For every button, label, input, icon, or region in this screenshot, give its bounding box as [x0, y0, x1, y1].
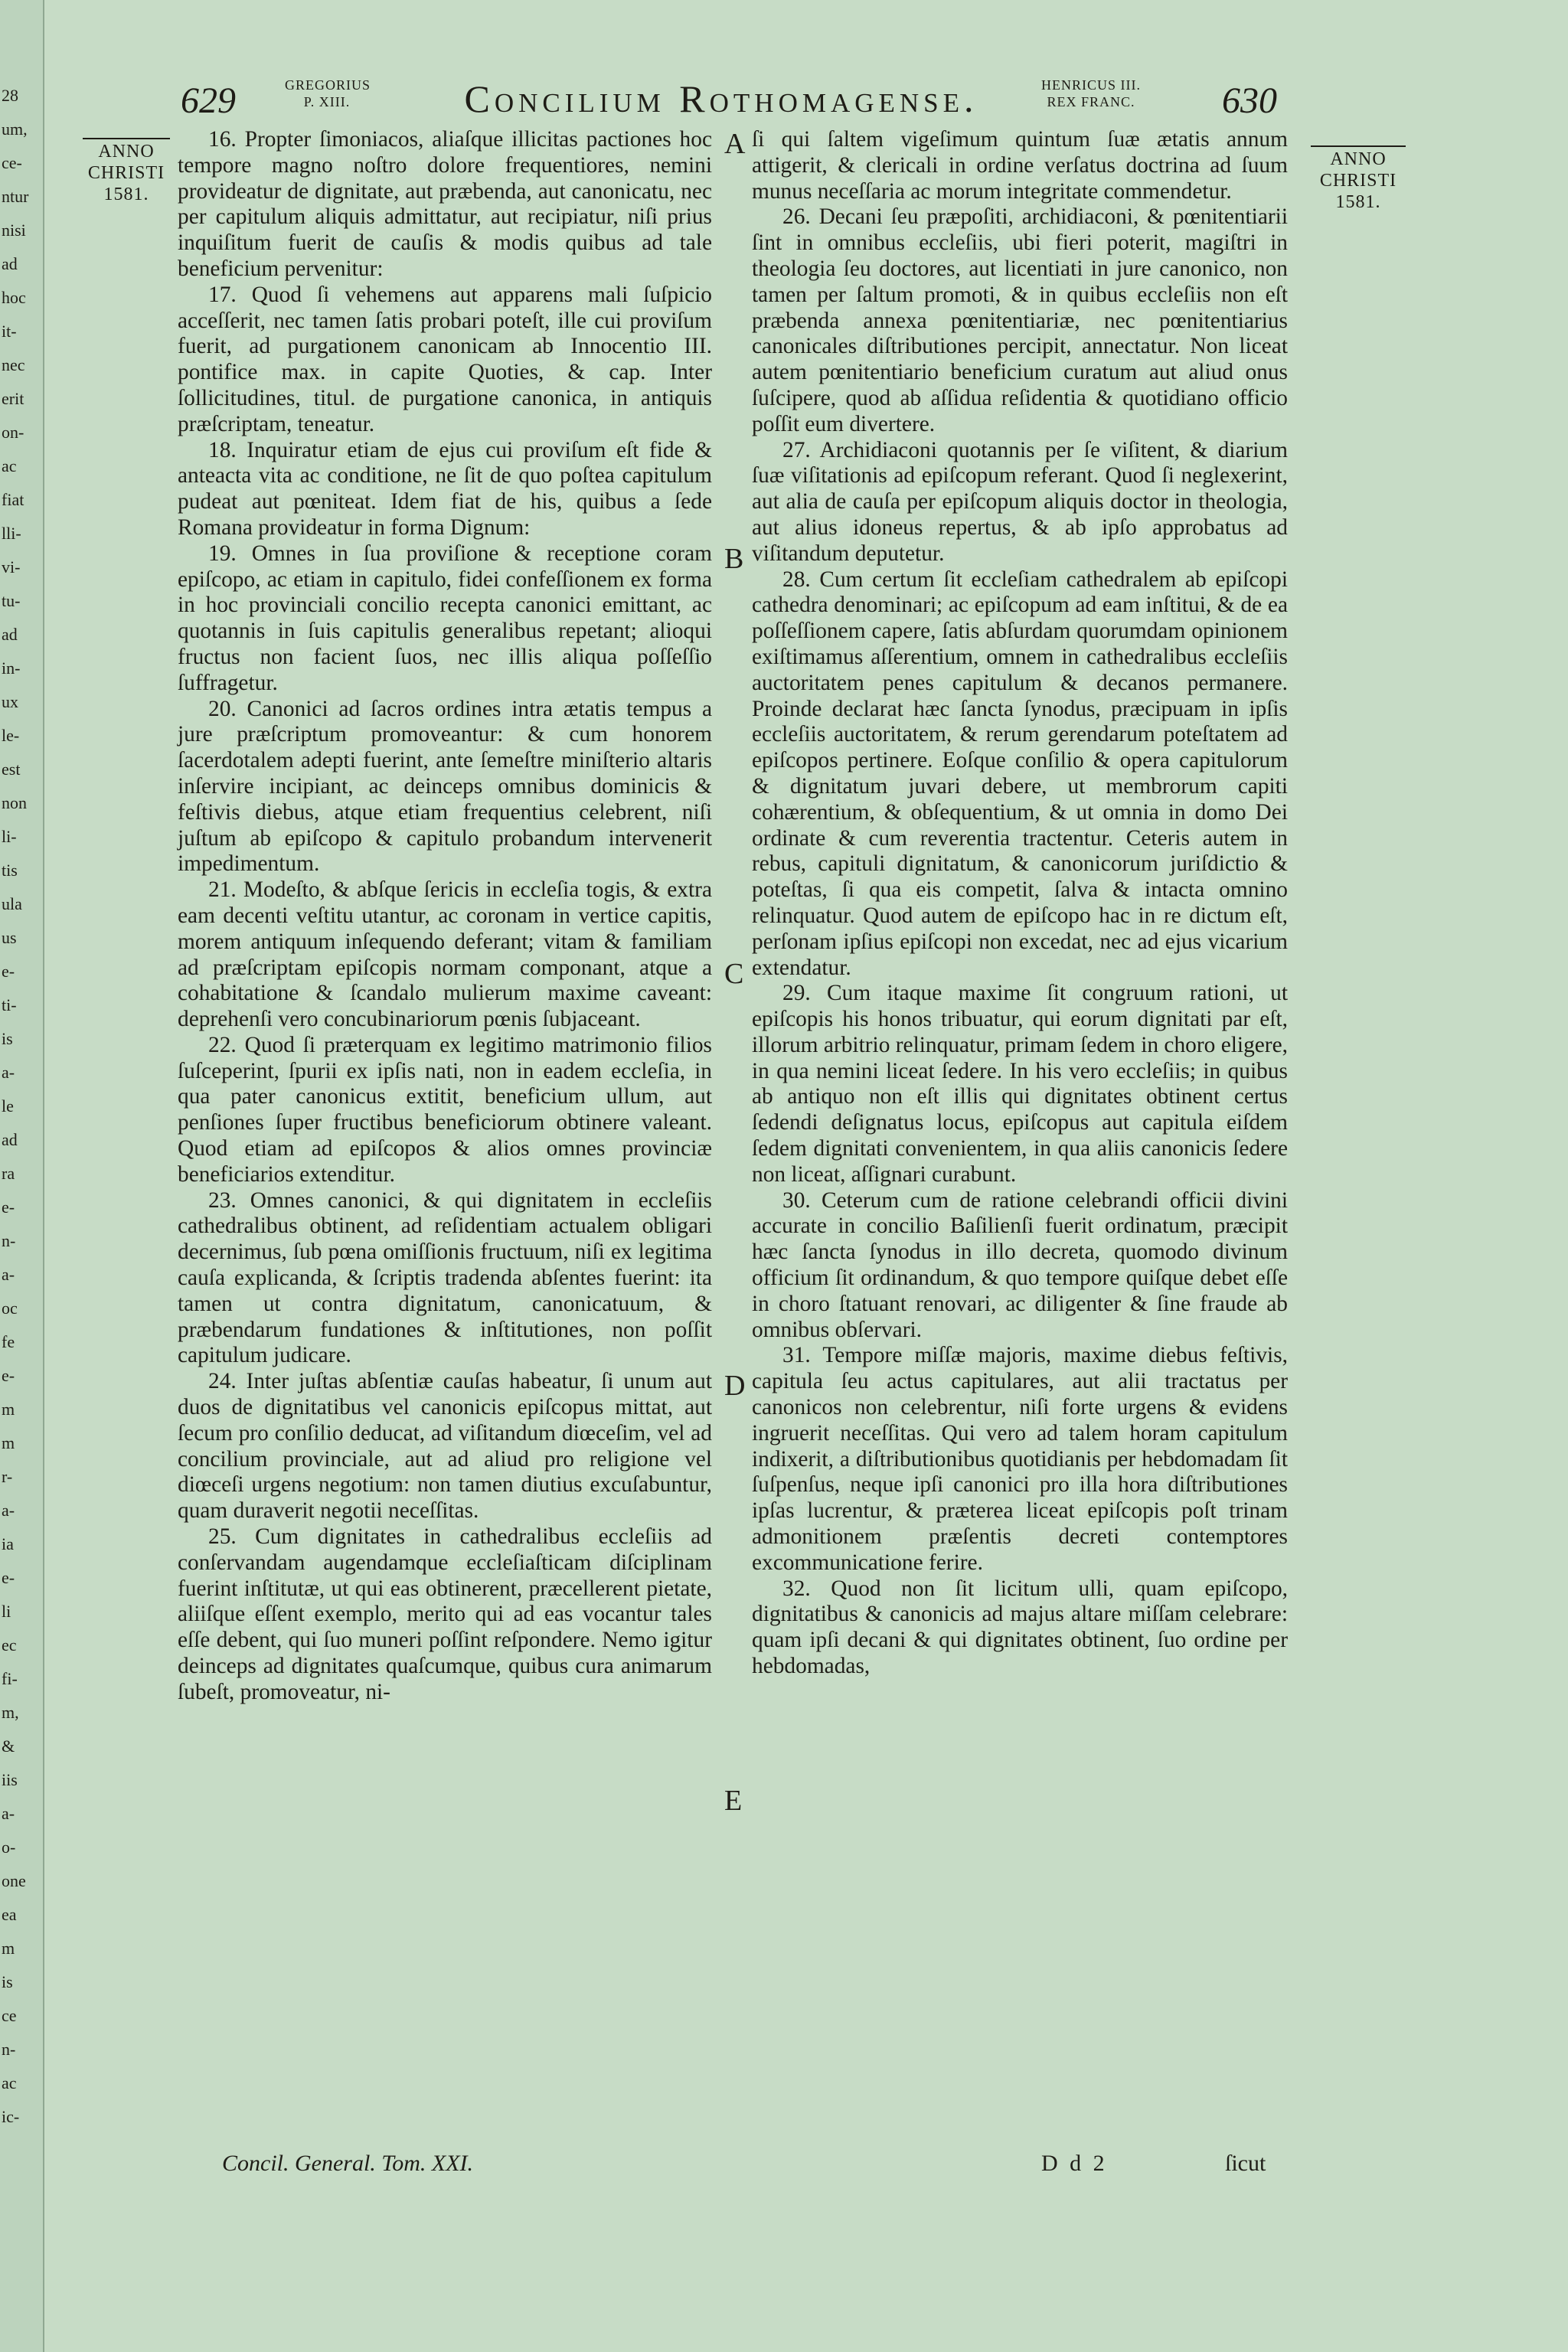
- page-number-left: 629: [181, 80, 236, 121]
- gutter-fragment: o-: [2, 1838, 16, 1857]
- gutter-fragment: li: [2, 1602, 11, 1621]
- paragraph: 19. Omnes in ſua proviſione & receptione coram epiſcopo, ac etiam in capitulo, fidei confeſſionem ex forma in hoc provinciali concilio recepta canonici emittant, ac quotannis in ſuis capitulis generalibus repetant; alioqui fructus non facient ſuos, nec illis aliqua poſſeſſio ſuffragetur.: [178, 541, 712, 695]
- right-text-column: [752, 127, 1288, 1680]
- running-head-left: [285, 77, 369, 110]
- gutter-fragment: fi-: [2, 1669, 18, 1688]
- page-number-right: 630: [1222, 80, 1277, 121]
- gutter-fragment: e-: [2, 1568, 15, 1587]
- gutter-fragment: ad: [2, 254, 18, 273]
- previous-page-gutter: [0, 0, 44, 2352]
- margin-note-left: [83, 138, 170, 205]
- gutter-fragment: nec: [2, 355, 25, 374]
- gutter-fragment: fiat: [2, 490, 24, 509]
- footer-catchword: ſicut: [1225, 2151, 1266, 2176]
- gutter-fragment: a-: [2, 1501, 15, 1520]
- paragraph: 17. Quod ſi vehemens aut apparens mali ſuſpicio acceſſerit, nec tamen ſatis probari poteſt, ille cui proviſum fuerit, ad purgationem canonicam ab Innocentio III. pontifice max. in capite Quoties, & cap. Inter ſollicitudines, titul. de purgatione canonica, in antiquis præſcriptam, teneatur.: [178, 282, 712, 436]
- page-title: Concilium Rothomagense.: [464, 77, 978, 120]
- gutter-fragment: a-: [2, 1265, 15, 1284]
- gutter-fragment: is: [2, 1972, 13, 1991]
- paragraph: 32. Quod non ſit licitum ulli, quam epiſcopo, dignitatibus & canonicis ad majus altare miſſam celebrare: quam ipſi decani & qui dignitates obtinent, ſuo ordine per hebdomadas,: [752, 1576, 1288, 1679]
- gutter-fragment: ce-: [2, 153, 22, 172]
- gutter-fragment: &: [2, 1736, 15, 1756]
- gutter-fragment: nisi: [2, 220, 26, 240]
- gutter-fragment: one: [2, 1871, 26, 1890]
- running-head-right-line2: REX FRANC.: [1047, 94, 1135, 109]
- gutter-fragment: m: [2, 1433, 15, 1452]
- gutter-fragment: ula: [2, 894, 22, 913]
- gutter-fragment: e-: [2, 1366, 15, 1385]
- gutter-fragment: le-: [2, 726, 20, 745]
- gutter-fragment: ac: [2, 456, 17, 475]
- gutter-fragment: e-: [2, 1197, 15, 1217]
- gutter-fragment: ntur: [2, 187, 29, 206]
- margin-note-right-line3: 1581.: [1335, 192, 1381, 212]
- paragraph: 23. Omnes canonici, & qui dignitatem in eccleſiis cathedralibus obtinent, ad reſidentiam actualem obligari decernimus, ſub pœna omiſſionis fructuum, niſi ex legitima cauſa explicanda, & ſcriptis tradenda abſentes fuerint: ita tamen ut contra dignitatum, canonicatuum, & præbendarum fundationes & inſtitutiones, non poſſit capitulum judicare.: [178, 1187, 712, 1368]
- gutter-fragment: ac: [2, 2073, 17, 2092]
- paragraph: 24. Inter juſtas abſentiæ cauſas habeatur, ſi unum aut duos de dignitatibus vel canonicis epiſcopus mittat, aut ſecum pro conſilio deducat, ad viſitandum diœceſim, vel ad concilium provinciale, aut ad aliud pro religione vel diœceſi urgens negotium: non tamen diutius excuſabuntur, quam duraverit negotii neceſſitas.: [178, 1369, 712, 1524]
- running-head-right-line1: HENRICUS III.: [1041, 77, 1141, 93]
- paragraph: 25. Cum dignitates in cathedralibus eccleſiis ad conſervandam augendamque eccleſiaſticam diſciplinam fuerint inſtitutæ, ut qui eas obtinerent, præcellerent pietate, aliiſque eſſent exemplo, merito qui ad eas vocantur tales eſſe debent, qui ſuo muneri poſſint reſpondere. Nemo igitur deinceps ad dignitates quaſcumque, quibus cura animarum ſubeſt, promoveatur, ni-: [178, 1524, 712, 1704]
- paragraph: 29. Cum itaque maxime ſit congruum rationi, ut epiſcopis his honos tribuatur, qui eorum dignitati par eſt, illorum arbitrio relinquatur, primam ſedem in choro eligere, in qua nemini liceat ſedere. In his vero eccleſiis; in quibus ab antiquo non eſt illis qui dignitates obtinent certus ſedendi deſignatus locus, epiſcopus aut capitula eiſdem ſedem dignitati convenientem, in qua aliis canonicis ſedere non liceat, aſſignari curabunt.: [752, 981, 1288, 1187]
- gutter-fragment: ux: [2, 692, 18, 711]
- paragraph: 20. Canonici ad ſacros ordines intra ætatis tempus a jure præſcriptum promoveantur: & cum honorem ſacerdotalem adepti fuerint, ante ſemeſtre miniſterio altaris inſervire incipiant, ac deinceps omnibus dominicis & feſtivis diebus, atque etiam frequentius celebrent, niſi juſtum ab epiſcopo & capitulo probandum intervenerit impedimentum.: [178, 696, 712, 877]
- gutter-fragment: ce: [2, 2006, 17, 2025]
- gutter-fragment: ia: [2, 1534, 14, 1553]
- gutter-fragment: in-: [2, 658, 21, 678]
- section-marker-c: C: [724, 958, 744, 990]
- gutter-fragment: tu-: [2, 591, 21, 610]
- margin-note-right: [1311, 145, 1406, 213]
- paragraph: 28. Cum certum ſit eccleſiam cathedralem ab epiſcopi cathedra denominari; ac epiſcopum ad eam inſtitui, & de ea poſſeſſionem capere, ſatis abſurdam quorumdam opinionem exiſtimamus aſſerentium, omnem in cathedralibus eccleſiis auctoritatem penes capitulum & decanos permanere. Proinde declarat hæc ſancta ſynodus, præcipuam in ipſis eccleſiis auctoritatem, & rerum gerendarum poteſtatem ad epiſcopos pertinere. Eoſque conſilio & opera capitulorum & dignitatum juvari debere, ut membrorum capiti cohærentium, & obſequentium, & ut omnia in domo Dei ordinate & cum reverentia tractentur. Ceteris autem in rebus, capituli dignitatum, & canonicorum juriſdictio & poteſtas, ſi qua eis competit, ſalva & intacta omnino relinquatur. Quod autem de epiſcopo hac in re dictum eſt, perſonam ipſius epiſcopi non excedat, nec ad ejus vicarium extendatur.: [752, 567, 1288, 980]
- gutter-fragment: ec: [2, 1635, 17, 1655]
- gutter-fragment: li-: [2, 827, 17, 846]
- gutter-fragment: erit: [2, 389, 24, 408]
- paragraph: 18. Inquiratur etiam de ejus cui proviſum eſt fide & anteacta vita ac conditione, ne ſit de quo poſtea capitulum pudeat aut pœniteat. Idem fiat de his, quibus a ſede Romana provideatur in forma Dignum:: [178, 437, 712, 540]
- footer-volume: Concil. General. Tom. XXI.: [222, 2151, 474, 2176]
- gutter-fragment: e-: [2, 962, 15, 981]
- margin-note-left-line2: CHRISTI: [87, 163, 165, 183]
- gutter-fragment: oc: [2, 1298, 18, 1318]
- paragraph: 27. Archidiaconi quotannis per ſe viſitent, & diarium ſuæ viſitationis ad epiſcopum referant. Quod ſi neglexerint, aut alia de cauſa per epiſcopum aliquis doctor in theologia, aut alius idoneus repertus, & ab ipſo approbatus ad viſitandum deputetur.: [752, 437, 1288, 566]
- margin-note-left-line3: 1581.: [103, 185, 149, 204]
- paragraph: ſi qui ſaltem vigeſimum quintum ſuæ ætatis annum attigerit, & clericali in ordine verſatus doctrina ad ſuum munus neceſſaria ac morum integritate commendetur.: [752, 127, 1288, 204]
- paragraph: 16. Propter ſimoniacos, aliaſque illicitas pactiones hoc tempore magno noſtro dolore frequentiores, nemini provideatur de dignitate, aut præbenda, aut canonicatu, nec per capitulum aliquis admittatur, aut recipiatur, niſi prius inquiſitum fuerit de cauſis & modis quibus ad tale beneficium pervenitur:: [178, 127, 712, 281]
- gutter-fragment: on-: [2, 423, 24, 442]
- gutter-fragment: r-: [2, 1467, 13, 1486]
- running-head-left-line1: GREGORIUS: [285, 77, 371, 93]
- paragraph: 21. Modeſto, & abſque ſericis in eccleſia togis, & extra eam decenti veſtitu utantur, ac coronam in vertice capitis, morem antiquum inſequendo deferant; vitam & familiam ad præſcriptam epiſcopis normam componant, atque a cohabitatione & ſcandalo mulierum maxime caveant: deprehenſi vero concubinariorum pœnis ſubjaceant.: [178, 877, 712, 1032]
- gutter-fragment: m,: [2, 1703, 19, 1722]
- gutter-fragment: is: [2, 1029, 13, 1048]
- gutter-fragment: ic-: [2, 2107, 20, 2126]
- section-marker-b: B: [724, 543, 744, 575]
- footer-signature: D d 2: [1041, 2151, 1108, 2176]
- paragraph: 26. Decani ſeu præpoſiti, archidiaconi, & pœnitentiarii ſint in omnibus eccleſiis, ubi fieri poterit, magiſtri in theologia ſeu doctores, aut licentiati in jure canonico, non tamen per ſaltum promoti, & in quibus eccleſiis non eſt præbenda annexa pœnitentiariæ, nec pœnitentiarius canonicales diſtributiones percipit, annectatur. Non liceat autem pœnitentiario beneficium curatum aut aliud onus ſuſcipere, quod ab aſſidua reſidentia & quotidiano officio poſſit eum divertere.: [752, 204, 1288, 436]
- paragraph: 31. Tempore miſſæ majoris, maxime diebus feſtivis, capitula ſeu actus capitulares, aut alii tractatus per canonicos non celebrentur, niſi forte urgens & evidens ingruerit neceſſitas. Qui vero ad talem horam capitulum indixerit, a diſtributionibus quotidianis per hebdomadam ſit ſuſpenſus, neque ipſi canonici pro illa hora diſtributiones ipſas lucrentur, & præterea liceat epiſcopis poſt trinam admonitionem præſentis decreti contemptores excommunicatione ferire.: [752, 1343, 1288, 1575]
- section-marker-e: E: [724, 1785, 743, 1817]
- margin-note-right-line1: ANNO: [1330, 149, 1387, 169]
- gutter-fragment: m: [2, 1939, 15, 1958]
- left-text-column: [178, 127, 712, 1706]
- margin-note-left-line1: ANNO: [98, 142, 155, 162]
- gutter-fragment: hoc: [2, 288, 26, 307]
- section-marker-a: A: [724, 128, 746, 160]
- paragraph: 22. Quod ſi præterquam ex legitimo matrimonio filios ſuſceperint, ſpurii ex ipſis nati, non in eadem eccleſia, in qua pater canonicus extitit, beneficium ullum, aut penſiones ſuper fructibus beneficiorum obtinere valeant. Quod etiam ad epiſcopos & alios omnes provinciæ beneficiarios extenditur.: [178, 1032, 712, 1187]
- gutter-fragment: tis: [2, 861, 18, 880]
- section-marker-d: D: [724, 1370, 746, 1402]
- running-head-left-line2: P. XIII.: [303, 94, 351, 109]
- running-head-right: [1003, 77, 1179, 110]
- margin-note-right-line2: CHRISTI: [1319, 171, 1397, 191]
- gutter-fragment: lli-: [2, 524, 21, 543]
- gutter-fragment: it-: [2, 322, 17, 341]
- gutter-fragment: ra: [2, 1164, 15, 1183]
- gutter-fragment: m: [2, 1400, 15, 1419]
- gutter-fragment: ti-: [2, 995, 17, 1014]
- gutter-fragment: le: [2, 1096, 14, 1116]
- gutter-fragment: um,: [2, 119, 28, 139]
- gutter-fragment: non: [2, 793, 27, 812]
- gutter-fragment: us: [2, 928, 17, 947]
- gutter-fragment: est: [2, 760, 21, 779]
- gutter-fragment: n-: [2, 1231, 16, 1250]
- gutter-fragment: ea: [2, 1905, 17, 1924]
- gutter-fragment: fe: [2, 1332, 15, 1351]
- gutter-fragment: iis: [2, 1770, 18, 1789]
- gutter-fragment: ad: [2, 1130, 18, 1149]
- paragraph: 30. Ceterum cum de ratione celebrandi officii divini accurate in concilio Baſilienſi fuerit ordinatum, præcipit hæc ſancta ſynodus in illo decreta, quomodo divinum officium ſit ordinandum, & quo tempore quiſque debet eſſe in choro ſtatuant renovari, ac diligenter & ſine fraude ab omnibus obſervari.: [752, 1187, 1288, 1342]
- gutter-fragment: vi-: [2, 557, 21, 577]
- gutter-fragment: 28: [2, 86, 18, 105]
- gutter-fragment: n-: [2, 2040, 16, 2059]
- gutter-fragment: a-: [2, 1804, 15, 1823]
- gutter-fragment: a-: [2, 1063, 15, 1082]
- gutter-fragment: ad: [2, 625, 18, 644]
